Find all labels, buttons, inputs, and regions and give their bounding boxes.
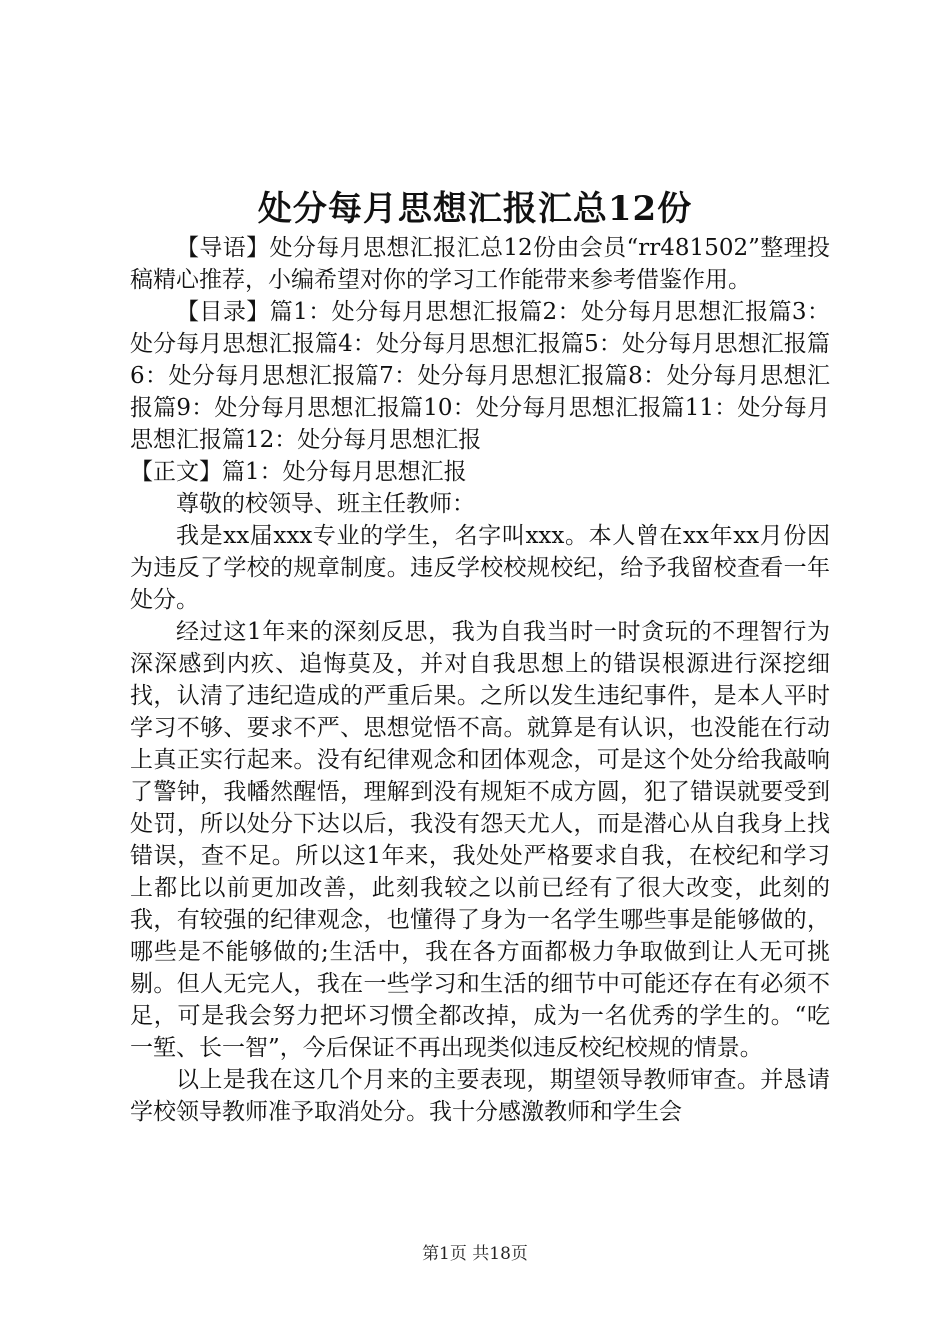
paragraph-body-1: 我是xx届xxx专业的学生，名字叫xxx。本人曾在xx年xx月份因为违反了学校的规章制度。违反学校校规校纪，给予我留校查看一年处分。: [130, 523, 830, 613]
paragraph-main-heading: 【正文】篇1：处分每月思想汇报: [130, 459, 467, 485]
paragraph-salutation: 尊敬的校领导、班主任教师：: [176, 491, 475, 517]
document-body: [130, 232, 830, 1128]
paragraph-toc: 【目录】篇1：处分每月思想汇报篇2：处分每月思想汇报篇3：处分每月思想汇报篇4：处分每月思想汇报篇5：处分每月思想汇报篇6：处分每月思想汇报篇7：处分每月思想汇报篇8：处分每月思想汇报篇9：处分每月思想汇报篇10：处分每月思想汇报篇11：处分每月思想汇报篇12：处分每月思想汇报: [130, 299, 830, 453]
document-title: 处分每月思想汇报汇总12份: [257, 189, 693, 229]
paragraph-body-2: 经过这1年来的深刻反思，我为自我当时一时贪玩的不理智行为深深感到内疚、追悔莫及，并对自我思想上的错误根源进行深挖细找，认清了违纪造成的严重后果。之所以发生违纪事件，是本人平时学习不够、要求不严、思想觉悟不高。就算是有认识，也没能在行动上真正实行起来。没有纪律观念和团体观念，可是这个处分给我敲响了警钟，我幡然醒悟，理解到没有规矩不成方圆，犯了错误就要受到处罚，所以处分下达以后，我没有怨天尤人，而是潜心从自我身上找错误，查不足。所以这1年来，我处处严格要求自我，在校纪和学习上都比以前更加改善，此刻我较之以前已经有了很大改变，此刻的我，有较强的纪律观念，也懂得了身为一名学生哪些事是能够做的，哪些是不能够做的;生活中，我在各方面都极力争取做到让人无可挑剔。但人无完人，我在一些学习和生活的细节中可能还存在有必须不足，可是我会努力把坏习惯全都改掉，成为一名优秀的学生的。“吃一堑、长一智”，今后保证不再出现类似违反校纪校规的情景。: [130, 619, 830, 1061]
page-footer: 第1页 共18页: [422, 1244, 528, 1264]
paragraph-body-3: 以上是我在这几个月来的主要表现，期望领导教师审查。并恳请学校领导教师准予取消处分。我十分感激教师和学生会: [130, 1067, 830, 1125]
paragraph-intro: 【导语】处分每月思想汇报汇总12份由会员“rr481502”整理投稿精心推荐，小编希望对你的学习工作能带来参考借鉴作用。: [130, 235, 830, 293]
